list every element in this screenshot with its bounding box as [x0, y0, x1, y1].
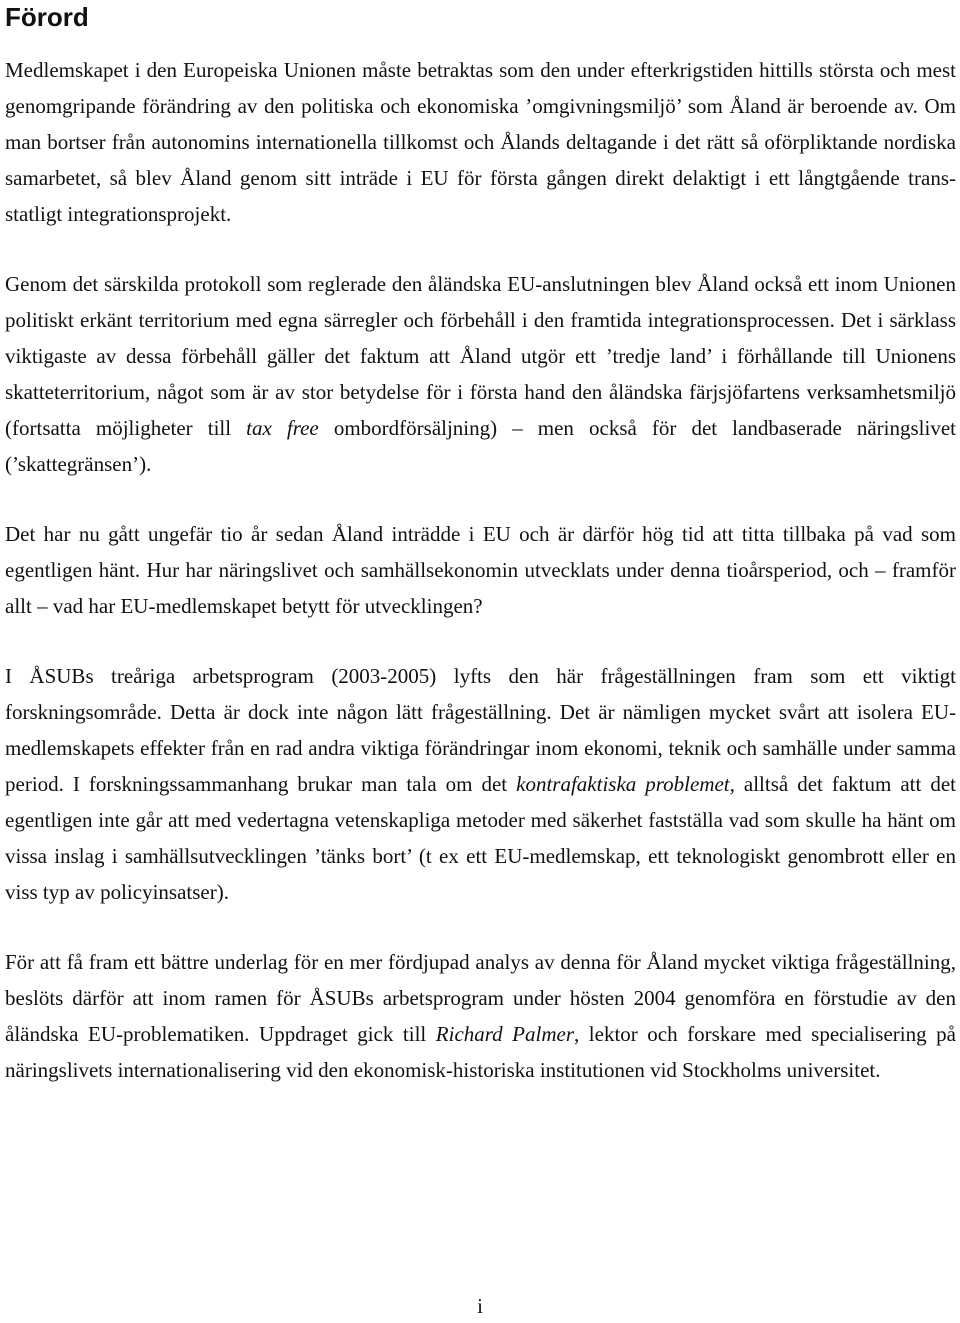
paragraph-5-text-b: , lektor och forskare med specialisering på näringslivets internationalisering vid den ekonomisk-historiska institutionen vid Stockholms universitet. — [5, 1022, 956, 1082]
paragraph-5-text-a: För att få fram ett bättre underlag för en mer fördjupad analys av denna för Åland mycket viktiga frågeställning, beslöts därför att inom ramen för ÅSUBs arbetsprogram under hösten 2004 genomföra en förstudie av den åländska EU-problematiken. Uppdraget gick till — [5, 950, 956, 1046]
document-page — [5, 0, 956, 1088]
paragraph-2 — [5, 266, 956, 482]
paragraph-5-emphasis: Richard Palmer — [435, 1022, 575, 1046]
paragraph-1: Medlemskapet i den Europeiska Unionen måste betraktas som den under efterkrigstiden hittills största och mest genomgripande förändring av den politiska och ekonomiska ’omgivningsmiljö’ som Åland är beroende av. Om man bortser från autonomins internationella tillkomst och Ålands deltagande i det rätt så oförpliktande nordiska samarbetet, så blev Åland genom sitt inträde i EU för första gången direkt delaktigt i ett långtgående trans-statligt integrationsprojekt. — [5, 58, 956, 226]
paragraph-2-emphasis: tax free — [246, 416, 319, 440]
paragraph-5 — [5, 944, 956, 1088]
paragraph-3: Det har nu gått ungefär tio år sedan Åland inträdde i EU och är därför hög tid att titta tillbaka på vad som egentligen hänt. Hur har näringslivet och samhällsekonomin utvecklats under denna tioårsperiod, och – framför allt – vad har EU-medlemskapet betytt för utvecklingen? — [5, 522, 956, 618]
paragraph-4 — [5, 658, 956, 910]
paragraph-2-text-a: Genom det särskilda protokoll som reglerade den åländska EU-anslutningen blev Åland också ett inom Unionen politiskt erkänt territorium med egna särregler och förbehåll i den framtida integrationsprocessen. Det i särklass viktigaste av dessa förbehåll gäller det faktum att Åland utgör ett ’tredje land’ i förhållande till Unionens skatteterritorium, något som är av stor betydelse för i första hand den åländska färjsjöfartens verksamhetsmiljö (fortsatta möjligheter till — [5, 272, 956, 440]
paragraph-4-text-b: , alltså det faktum att det egentligen inte går att med vedertagna vetenskapliga metoder med säkerhet fastställa vad som skulle ha hänt om vissa inslag i samhällsutvecklingen ’tänks bort’ (t ex ett EU-medlemskap, ett teknologiskt genombrott eller en viss typ av policyinsatser). — [5, 772, 956, 904]
paragraph-2-text-b: ombordförsäljning) – men också för det landbaserade näringslivet (’skattegränsen’). — [5, 416, 956, 476]
heading-forord: Förord — [5, 2, 89, 32]
page-number: i — [477, 1294, 483, 1318]
paragraph-4-emphasis: kontrafaktiska problemet — [516, 772, 730, 796]
paragraph-4-text-a: I ÅSUBs treåriga arbetsprogram (2003-2005) lyfts den här frågeställningen fram som ett viktigt forskningsområde. Detta är dock inte någon lätt frågeställning. Det är nämligen mycket svårt att isolera EU-medlemskapets effekter från en rad andra viktiga förändringar inom ekonomi, teknik och samhälle under samma period. I forskningssammanhang brukar man tala om det — [5, 664, 956, 796]
